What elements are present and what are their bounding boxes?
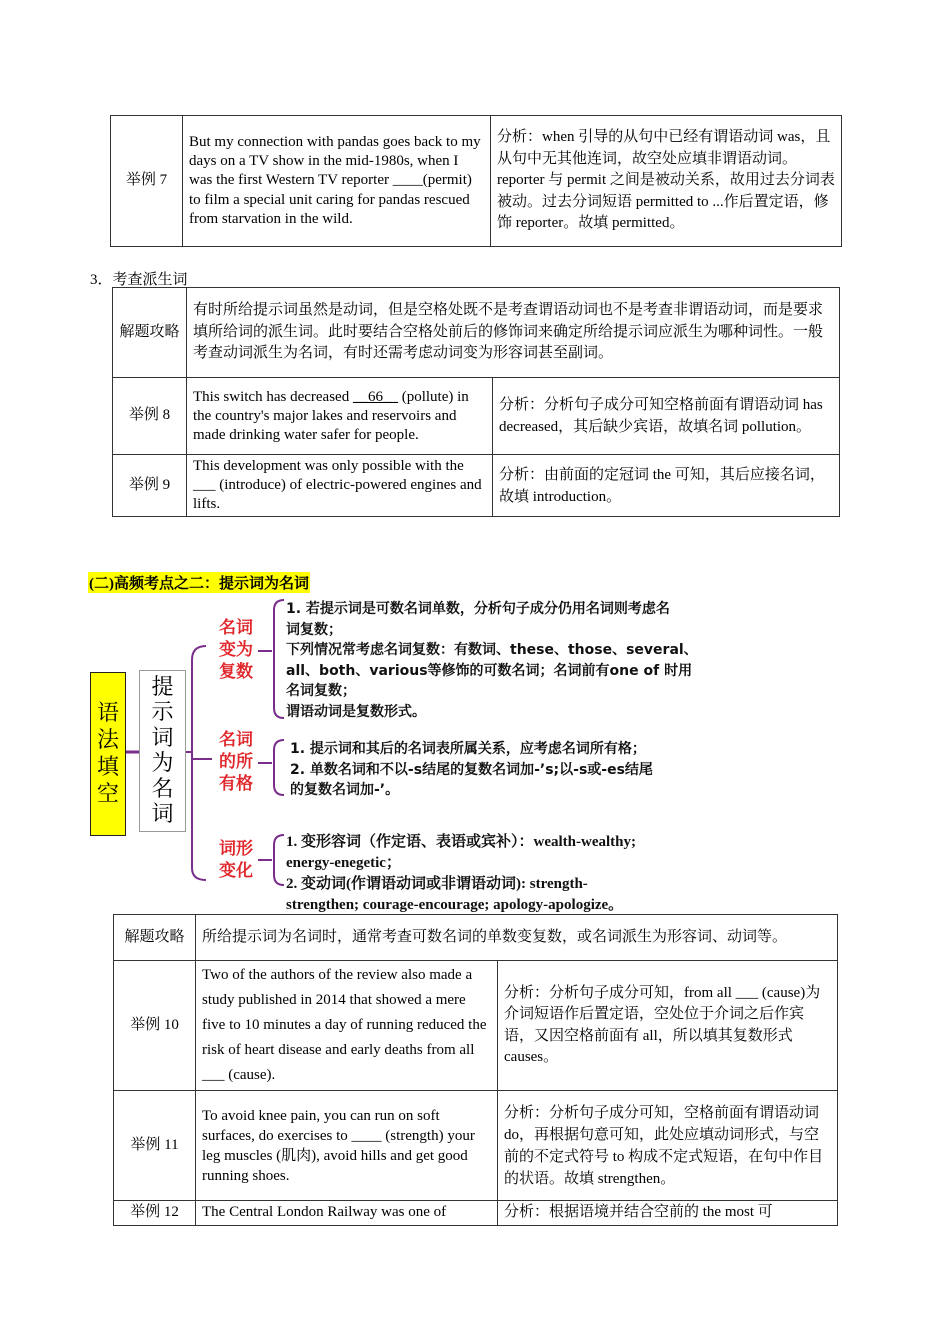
example-sentence: To avoid knee pain, you can run on soft surfaces, do exercises to ____ (strength) your leg muscles (肌肉), avoid hills and get good running shoes. xyxy=(196,1091,498,1201)
mindmap-topic: 提 示 词 为 名 词 xyxy=(139,670,186,832)
example-sentence: This development was only possible with the ___ (introduce) of electric-powered engines and lifts. xyxy=(187,455,493,517)
strategy-text: 所给提示词为名词时，通常考查可数名词的单数变复数，或名词派生为形容词、动词等。 xyxy=(196,915,838,961)
branch-text-wordform: 1. 变形容词（作定语、表语或宾补）：wealth-wealthy; energy-enegetic； 2. 变动词(作谓语动词或非谓语动词): strength- strengthen; courage-encourage; apology-apologize。 xyxy=(286,834,636,913)
strategy-label: 解题攻略 xyxy=(113,288,187,378)
example-table-1 xyxy=(110,115,842,247)
example-sentence: But my connection with pandas goes back to my days on a TV show in the mid-1980s, when I was the first Western TV reporter ____(permit) to film a special unit caring for pandas rescued from starvation in the wild. xyxy=(183,116,491,247)
derivation-table xyxy=(112,287,840,517)
example-label: 举例 12 xyxy=(114,1201,196,1226)
example-label: 举例 9 xyxy=(113,455,187,517)
branch-title-possessive: 名词 的所 有格 xyxy=(219,730,253,794)
strategy-label: 解题攻略 xyxy=(114,915,196,961)
example-sentence: Two of the authors of the review also made a study published in 2014 that showed a mere five to 10 minutes a day of running reduced the risk of heart disease and early deaths from all ___ (cause). xyxy=(196,961,498,1091)
example-analysis: 分析：分析句子成分可知空格前面有谓语动词 has decreased，其后缺少宾语，故填名词 pollution。 xyxy=(493,378,840,455)
example-sentence: The Central London Railway was one of xyxy=(196,1201,498,1226)
example-analysis: 分析：when 引导的从句中已经有谓语动词 was，且从句中无其他连词，故空处应填非谓语动词。reporter 与 permit 之间是被动关系，故用过去分词表被动。过去分词短语 permitted to ...作后置定语，修饰 reporter。故填 permitted。 xyxy=(491,116,842,247)
example-sentence: This switch has decreased __66__ (pollute) in the country's major lakes and reservoirs and made drinking water safer for people. xyxy=(187,378,493,455)
noun-table xyxy=(113,914,838,1226)
example-label: 举例 11 xyxy=(114,1091,196,1201)
branch-title-plural: 名词 变为 复数 xyxy=(219,618,253,682)
example-analysis: 分析：由前面的定冠词 the 可知，其后应接名词，故填 introduction。 xyxy=(493,455,840,517)
example-analysis: 分析：分析句子成分可知，空格前面有谓语动词 do，再根据句意可知，此处应填动词形式，与空前的不定式符号 to 构成不定式短语，在句中作目的状语。故填 strengthen。 xyxy=(498,1091,838,1201)
example-label: 举例 7 xyxy=(111,116,183,247)
branch-text-possessive: 1. 提示词和其后的名词表所属关系，应考虑名词所有格； 2. 单数名词和不以-s结尾的复数名词加-’s;以-s或-es结尾 的复数名词加-’。 xyxy=(290,741,653,798)
answer-blank: __66__ xyxy=(352,388,398,405)
section-heading: 3．考查派生词 xyxy=(90,272,188,288)
mindmap-root: 语 法 填 空 xyxy=(90,672,126,836)
section-heading: (二)高频考点之二：提示词为名词 xyxy=(88,572,310,593)
example-analysis: 分析：根据语境并结合空前的 the most 可 xyxy=(498,1201,838,1226)
example-label: 举例 10 xyxy=(114,961,196,1091)
example-label: 举例 8 xyxy=(113,378,187,455)
example-analysis: 分析：分析句子成分可知，from all ___ (cause)为介词短语作后置定语，空处位于介词之后作宾语，又因空格前面有 all，所以填其复数形式 causes。 xyxy=(498,961,838,1091)
branch-text-plural: 1. 若提示词是可数名词单数，分析句子成分仍用名词则考虑名 词复数； 下列情况常考虑名词复数：有数词、these、those、several、 all、both、various等修饰的可数名词；名词前有one of 时用 名词复数； 谓语动词是复数形式。 xyxy=(286,601,698,720)
branch-title-wordform: 词形 变化 xyxy=(219,839,253,881)
strategy-text: 有时所给提示词虽然是动词，但是空格处既不是考查谓语动词也不是考查非谓语动词，而是要求填所给词的派生词。此时要结合空格处前后的修饰词来确定所给提示词应派生为哪种词性。一般考查动词派生为名词，有时还需考虑动词变为形容词甚至副词。 xyxy=(187,288,840,378)
